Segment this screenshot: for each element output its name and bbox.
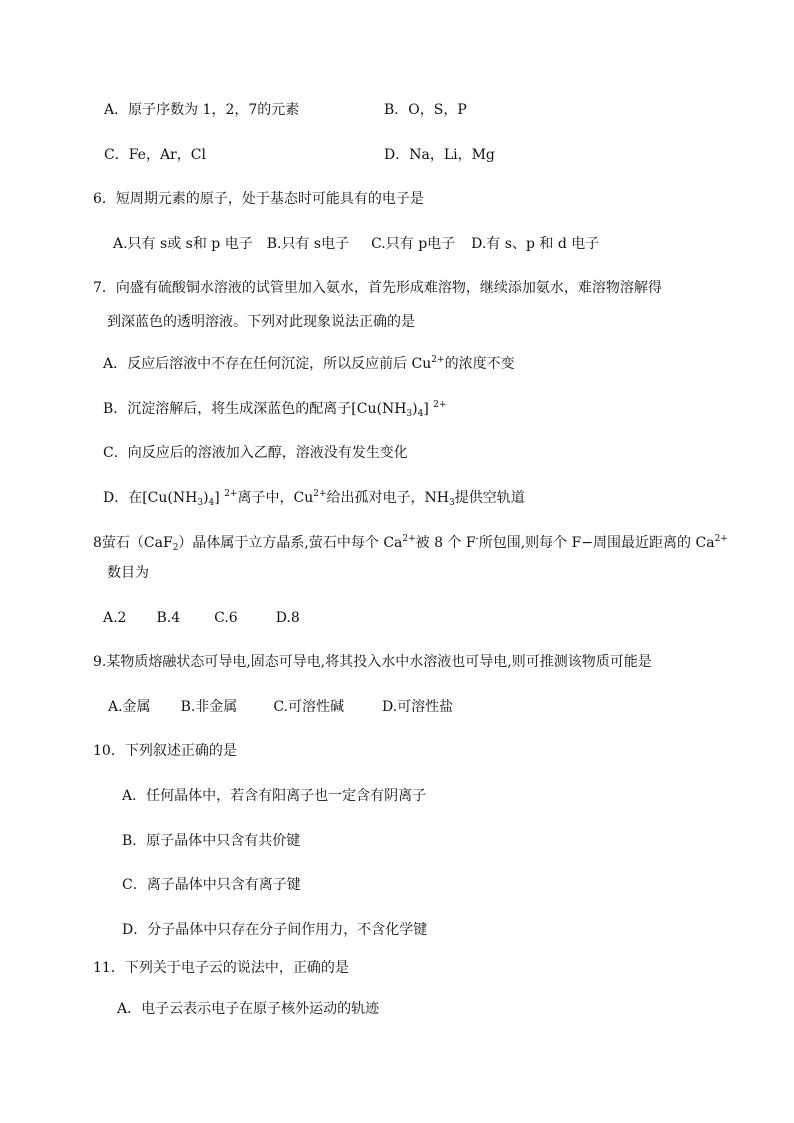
q9-options <box>108 697 453 717</box>
q8-option-d: D.8 <box>275 610 300 626</box>
q5-option-b: B．O，S，P <box>384 102 467 118</box>
q9-stem: 9.某物质熔融状态可导电,固态可导电,将其投入水中水溶液也可导电,则可推测该物质可能是 <box>93 654 652 670</box>
q9-option-d: D.可溶性盐 <box>381 699 454 715</box>
q7-stem-line1: 7．向盛有硫酸铜水溶液的试管里加入氨水，首先形成难溶物，继续添加氨水，难溶物溶解得 <box>93 280 662 296</box>
q6-option-c: C.只有 p电子 <box>371 236 456 252</box>
q8-stem-line2: 数目为 <box>107 565 149 581</box>
q10-stem: 10．下列叙述正确的是 <box>93 743 237 759</box>
q7-option-d: D．在$[Cu(NH_3)_4]$ $^{2+}$离子中，$Cu^{2+}$给出孤对电子，$NH_3$提供空轨道 <box>103 489 525 508</box>
q10-option-a: A．任何晶体中，若含有阳离子也一定含有阴离子 <box>122 788 427 804</box>
q6-stem: 6．短周期元素的原子，处于基态时可能具有的电子是 <box>93 191 424 207</box>
q9-option-a: A.金属 <box>108 699 151 715</box>
q9-option-b: B.非金属 <box>180 699 238 715</box>
q7-option-c: C．向反应后的溶液加入乙醇，溶液没有发生变化 <box>103 445 408 461</box>
q7-option-a: A．反应后溶液中不存在任何沉淀，所以反应前后 $Cu^{2+}$的浓度不变 <box>103 355 515 372</box>
q5-option-a: A．原子序数为 1，2，7的元素 <box>104 102 300 118</box>
q7-option-b: B．沉淀溶解后，将生成深蓝色的配离子$[Cu(NH_3)_4]$ $^{2+}$ <box>103 400 447 419</box>
q9-option-c: C.可溶性碱 <box>273 699 344 715</box>
q5-option-c: C．Fe，Ar，Cl <box>104 147 206 163</box>
q10-option-b: B．原子晶体中只含有共价键 <box>122 833 301 849</box>
q8-option-c: C.6 <box>214 610 238 626</box>
q7-stem-line2: 到深蓝色的透明溶液。下列对此现象说法正确的是 <box>107 314 415 330</box>
q8-option-a: A.2 <box>103 610 127 626</box>
q10-option-c: C．离子晶体中只含有离子键 <box>122 877 301 893</box>
q11-option-a: A．电子云表示电子在原子核外运动的轨迹 <box>117 1001 380 1017</box>
q8-option-b: B.4 <box>156 610 181 626</box>
q6-option-d: D.有 s、p 和 d 电子 <box>471 236 600 252</box>
q11-stem: 11．下列关于电子云的说法中，正确的是 <box>93 960 349 976</box>
q10-option-d: D．分子晶体中只存在分子间作用力，不含化学键 <box>122 922 428 938</box>
q5-option-d: D．Na，Li，Mg <box>384 147 495 163</box>
q8-options <box>103 608 300 628</box>
q6-option-a: A.只有 s或 s和 p 电子 <box>113 236 253 252</box>
q6-options <box>113 234 599 254</box>
q8-stem-line1: 8萤石（CaF$_2$）晶体属于立方晶系,萤石中每个 $Ca^{2+}$被 8 个 F-所包围,则每个 F−周围最近距离的 $Ca^{2+}$ <box>93 534 728 553</box>
q6-option-b: B.只有 s电子 <box>266 236 350 252</box>
